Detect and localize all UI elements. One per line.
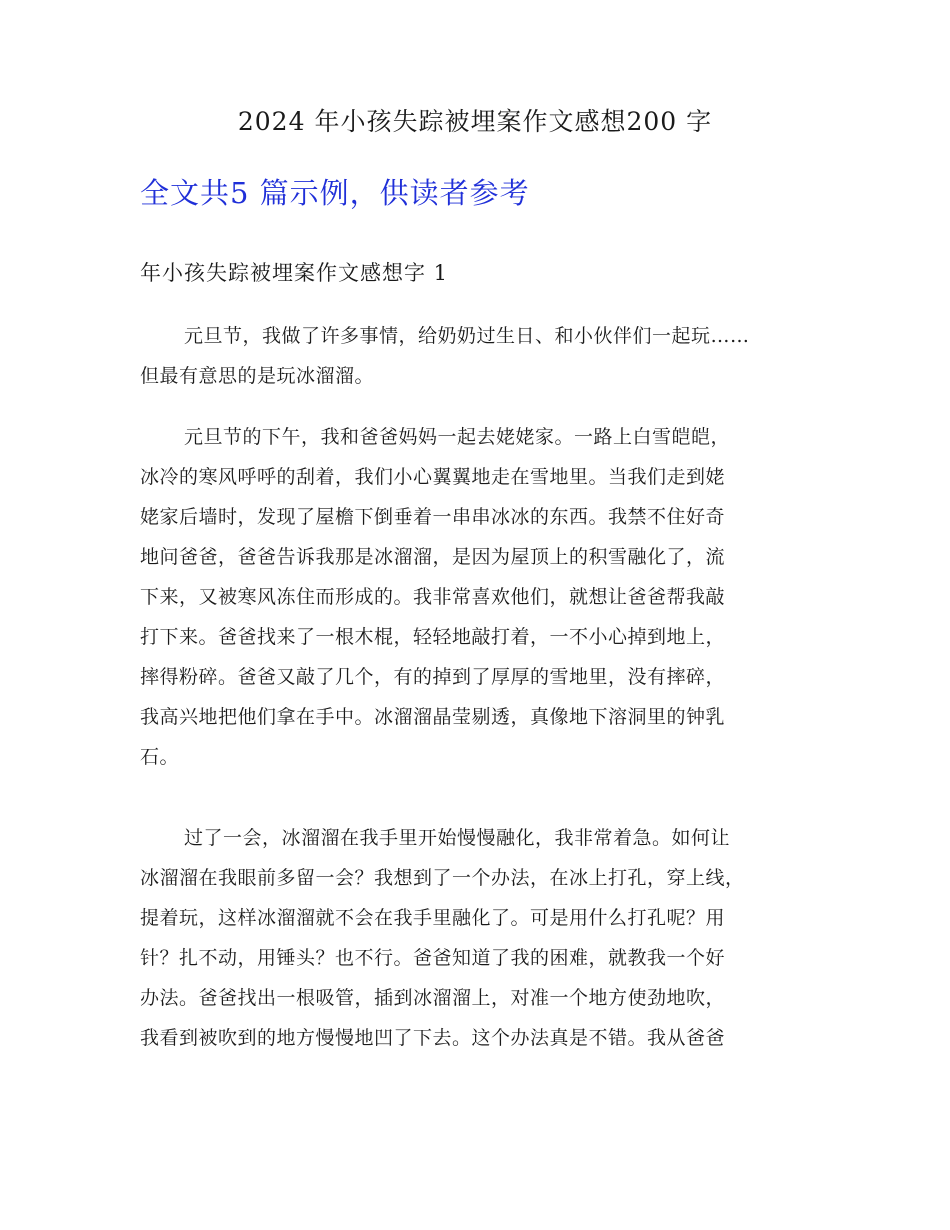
paragraph-line: 我高兴地把他们拿在手中。冰溜溜晶莹剔透，真像地下溶洞里的钟乳 bbox=[140, 706, 726, 728]
paragraph-line: 提着玩，这样冰溜溜就不会在我手里融化了。可是用什么打孔呢？用 bbox=[140, 907, 726, 929]
paragraph-2 bbox=[140, 417, 830, 777]
paragraph-3 bbox=[140, 818, 830, 1058]
paragraph-line: 办法。爸爸找出一根吸管，插到冰溜溜上，对准一个地方使劲地吹， bbox=[140, 987, 726, 1009]
paragraph-line: 元旦节，我做了许多事情，给奶奶过生日、和小伙伴们一起玩…… bbox=[184, 325, 750, 347]
document-subtitle: 全文共5 篇示例，供读者参考 bbox=[140, 176, 530, 210]
paragraph-line: 摔得粉碎。爸爸又敲了几个，有的掉到了厚厚的雪地里，没有摔碎， bbox=[140, 666, 726, 688]
document-title: 2024 年小孩失踪被埋案作文感想200 字 bbox=[237, 107, 713, 136]
paragraph-line: 打下来。爸爸找来了一根木棍，轻轻地敲打着，一不小心掉到地上， bbox=[140, 626, 726, 648]
paragraph-line: 石。 bbox=[140, 746, 180, 768]
paragraph-line: 针？扎不动，用锤头？也不行。爸爸知道了我的困难，就教我一个好 bbox=[140, 947, 726, 969]
paragraph-1 bbox=[140, 316, 830, 396]
paragraph-line: 元旦节的下午，我和爸爸妈妈一起去姥姥家。一路上白雪皑皑， bbox=[184, 426, 731, 448]
paragraph-line: 下来，又被寒风冻住而形成的。我非常喜欢他们，就想让爸爸帮我敲 bbox=[140, 586, 726, 608]
paragraph-line: 冰溜溜在我眼前多留一会？我想到了一个办法，在冰上打孔，穿上线， bbox=[140, 867, 745, 889]
paragraph-line: 我看到被吹到的地方慢慢地凹了下去。这个办法真是不错。我从爸爸 bbox=[140, 1027, 726, 1049]
paragraph-line: 地问爸爸，爸爸告诉我那是冰溜溜，是因为屋顶上的积雪融化了，流 bbox=[140, 546, 726, 568]
section-heading: 年小孩失踪被埋案作文感想字 1 bbox=[140, 261, 449, 285]
paragraph-line: 冰冷的寒风呼呼的刮着，我们小心翼翼地走在雪地里。当我们走到姥 bbox=[140, 466, 726, 488]
paragraph-line: 姥家后墙时，发现了屋檐下倒垂着一串串冰冰的东西。我禁不住好奇 bbox=[140, 506, 726, 528]
paragraph-line: 但最有意思的是玩冰溜溜。 bbox=[140, 365, 375, 387]
paragraph-line: 过了一会，冰溜溜在我手里开始慢慢融化，我非常着急。如何让 bbox=[184, 827, 731, 849]
